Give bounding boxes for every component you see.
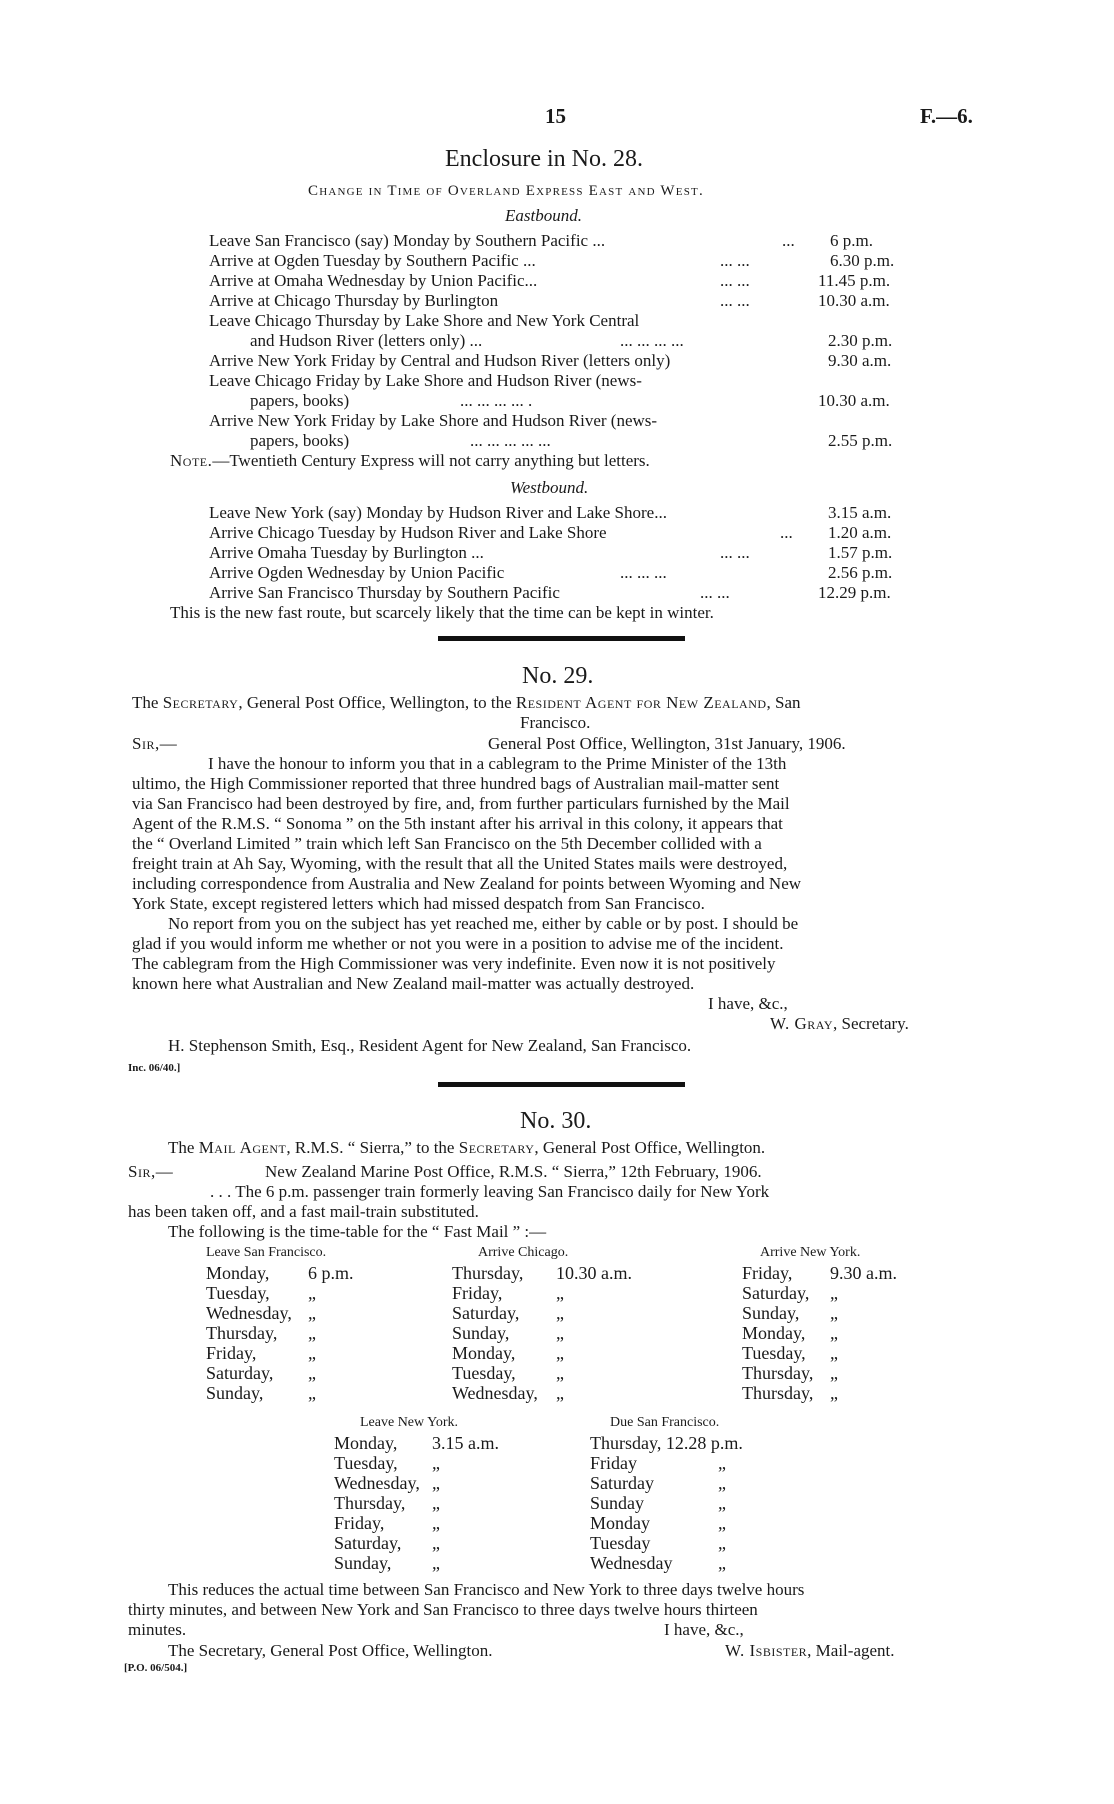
no30-title: No. 30. [520, 1108, 592, 1134]
timetable-day: Saturday [590, 1473, 654, 1493]
timetable-time: „ [830, 1363, 838, 1383]
body-line: known here what Australian and New Zealand mail-matter was actually destroyed. [132, 974, 695, 993]
timetable-day: Sunday, [452, 1323, 510, 1343]
westbound-line: Arrive Omaha Tuesday by Burlington ... [209, 543, 484, 562]
timetable-day: Thursday, [742, 1383, 814, 1403]
no29-address: The Secretary, General Post Office, Wellington, to the Resident Agent for New Zealand, San [132, 693, 801, 712]
timetable-time: „ [718, 1493, 726, 1513]
table-header: Arrive New York. [760, 1245, 861, 1260]
timetable-day: Tuesday, [206, 1283, 270, 1303]
westbound-dots: ... ... [720, 543, 750, 562]
timetable-day: Monday [590, 1513, 650, 1533]
timetable-day: Thursday, [334, 1493, 406, 1513]
body-line: freight train at Ah Say, Wyoming, with the result that all the United States mails were destroyed, [132, 854, 788, 873]
document-reference: F.—6. [920, 104, 973, 128]
timetable-time: „ [432, 1553, 440, 1573]
timetable-time: „ [718, 1453, 726, 1473]
timetable-time: „ [308, 1283, 316, 1303]
westbound-time: 2.56 p.m. [828, 563, 893, 582]
body-line: The cablegram from the High Commissioner was very indefinite. Even now it is not positively [132, 954, 776, 973]
eastbound-line: Arrive at Chicago Thursday by Burlington [209, 291, 499, 310]
timetable-day: Wednesday, [206, 1303, 292, 1323]
eastbound-time: 6 p.m. [830, 231, 873, 250]
timetable-time: „ [432, 1513, 440, 1533]
timetable-day: Monday, [742, 1323, 806, 1343]
table-header: Arrive Chicago. [478, 1245, 569, 1260]
timetable-time: „ [308, 1303, 316, 1323]
no30-signature: W. Isbister, Mail-agent. [725, 1641, 895, 1660]
timetable-day: Friday, [742, 1263, 793, 1283]
timetable-day: Monday, [334, 1433, 398, 1453]
westbound-time: 1.20 a.m. [828, 523, 892, 542]
timetable-time: „ [556, 1363, 564, 1383]
no29-place-date: General Post Office, Wellington, 31st January, 1906. [488, 734, 846, 753]
no30-line: The following is the time-table for the “ Fast Mail ” :— [168, 1222, 547, 1241]
timetable-day: Monday, [452, 1343, 516, 1363]
westbound-time: 3.15 a.m. [828, 503, 892, 522]
no30-line: . . . The 6 p.m. passenger train formerly leaving San Francisco daily for New York [210, 1182, 770, 1201]
timetable-day: Monday, [206, 1263, 270, 1283]
timetable-day: Sunday, [206, 1383, 264, 1403]
timetable-day: Wednesday [590, 1553, 673, 1573]
timetable-day: Saturday, [334, 1533, 402, 1553]
westbound-line: Leave New York (say) Monday by Hudson River and Lake Shore... [209, 503, 667, 522]
timetable-time: „ [718, 1513, 726, 1533]
timetable-day: Saturday, [206, 1363, 274, 1383]
no29-recipient: H. Stephenson Smith, Esq., Resident Agent for New Zealand, San Francisco. [168, 1036, 692, 1055]
timetable-day: Thursday, [452, 1263, 524, 1283]
eastbound-time: 9.30 a.m. [828, 351, 892, 370]
body-line: Agent of the R.M.S. “ Sonoma ” on the 5th instant after his arrival in this colony, it appears that [132, 814, 783, 833]
westbound-time: 1.57 p.m. [828, 543, 893, 562]
no29-signature: W. Gray, Secretary. [770, 1014, 909, 1033]
timetable-time: „ [432, 1473, 440, 1493]
timetable-time: 9.30 a.m. [830, 1263, 897, 1283]
timetable-time: „ [830, 1343, 838, 1363]
eastbound-line: Arrive at Ogden Tuesday by Southern Pacific ... [209, 251, 536, 270]
timetable-time: „ [432, 1453, 440, 1473]
westbound-line: Arrive Ogden Wednesday by Union Pacific [209, 563, 505, 582]
timetable-time: „ [556, 1383, 564, 1403]
eastbound-time: 2.55 p.m. [828, 431, 893, 450]
no29-title: No. 29. [522, 663, 594, 689]
no30-salutation: Sir,— [128, 1162, 174, 1181]
no29-address-cont: Francisco. [520, 713, 591, 732]
timetable-day: Wednesday, [452, 1383, 538, 1403]
eastbound-time: 11.45 p.m. [818, 271, 891, 290]
timetable-day: Tuesday, [334, 1453, 398, 1473]
eastbound-line: Leave Chicago Friday by Lake Shore and Hudson River (news- [209, 371, 642, 390]
timetable-time: 10.30 a.m. [556, 1263, 632, 1283]
no30-address: The Mail Agent, R.M.S. “ Sierra,” to the Secretary, General Post Office, Wellington. [168, 1138, 766, 1157]
timetable-time: „ [830, 1303, 838, 1323]
timetable-time: „ [718, 1473, 726, 1493]
section-divider [438, 1082, 685, 1087]
no30-file-ref: [P.O. 06/504.] [124, 1662, 188, 1674]
eastbound-time: 10.30 a.m. [818, 291, 890, 310]
timetable-day: Friday, [334, 1513, 385, 1533]
body-line: ultimo, the High Commissioner reported that three hundred bags of Australian mail-matter sent [132, 774, 780, 793]
westbound-line: Arrive Chicago Tuesday by Hudson River and Lake Shore [209, 523, 607, 542]
body-line: glad if you would inform me whether or not you were in a position to advise me of the incident. [132, 934, 784, 953]
body-line: the “ Overland Limited ” train which left San Francisco on the 5th December collided with a [132, 834, 762, 853]
timetable-time: „ [718, 1553, 726, 1573]
westbound-heading: Westbound. [510, 478, 589, 497]
westbound-dots: ... ... [700, 583, 730, 602]
eastbound-dots: ... ... [720, 291, 750, 310]
enclosure-note: Note.—Twentieth Century Express will not carry anything but letters. [170, 451, 650, 470]
timetable-day: Thursday, [206, 1323, 278, 1343]
body-line: I have the honour to inform you that in a cablegram to the Prime Minister of the 13th [208, 754, 787, 773]
body-line: No report from you on the subject has yet reached me, either by cable or by post. I should be [168, 914, 799, 933]
eastbound-time: 10.30 a.m. [818, 391, 890, 410]
timetable-time: „ [830, 1323, 838, 1343]
timetable-day: Friday [590, 1453, 637, 1473]
enclosure-title: Enclosure in No. 28. [445, 146, 643, 172]
eastbound-dots: ... ... ... ... [620, 331, 684, 350]
eastbound-dots: ... [782, 231, 795, 250]
timetable-time: 3.15 a.m. [432, 1433, 499, 1453]
timetable-day: Sunday, [334, 1553, 392, 1573]
timetable-day: Friday, [452, 1283, 503, 1303]
timetable-time: „ [830, 1383, 838, 1403]
timetable-time: 6 p.m. [308, 1263, 354, 1283]
no30-para: minutes. [128, 1620, 187, 1639]
timetable-time: „ [556, 1323, 564, 1343]
timetable-time: „ [432, 1533, 440, 1553]
eastbound-line: Arrive at Omaha Wednesday by Union Pacific... [209, 271, 538, 290]
no30-line: has been taken off, and a fast mail-train substituted. [128, 1202, 479, 1221]
body-line: including correspondence from Australia and New Zealand for points between Wyoming and New [132, 874, 802, 893]
eastbound-line: Leave Chicago Thursday by Lake Shore and New York Central [209, 311, 640, 330]
westbound-time: 12.29 p.m. [818, 583, 891, 602]
eastbound-dots: ... ... [720, 271, 750, 290]
eastbound-line: papers, books) [250, 431, 350, 450]
timetable-time: „ [308, 1343, 316, 1363]
timetable-time: „ [556, 1283, 564, 1303]
no30-recipient: The Secretary, General Post Office, Wellington. [168, 1641, 493, 1660]
no30-sign-off: I have, &c., [664, 1620, 744, 1639]
eastbound-line: Arrive New York Friday by Central and Hudson River (letters only) [209, 351, 671, 370]
enclosure-subtitle: Change in Time of Overland Express East and West. [308, 183, 704, 199]
eastbound-dots: ... ... [720, 251, 750, 270]
body-line: via San Francisco had been destroyed by fire, and, from further particulars furnished by the Mail [132, 794, 790, 813]
timetable-day: Wednesday, [334, 1473, 420, 1493]
eastbound-line: Arrive New York Friday by Lake Shore and Hudson River (news- [209, 411, 658, 430]
eastbound-line: Leave San Francisco (say) Monday by Southern Pacific ... [209, 231, 606, 250]
body-line: York State, except registered letters which had missed despatch from San Francisco. [132, 894, 705, 913]
timetable-time: „ [718, 1533, 726, 1553]
westbound-dots: ... [780, 523, 793, 542]
timetable-time: „ [830, 1283, 838, 1303]
no30-para: thirty minutes, and between New York and San Francisco to three days twelve hours thirteen [128, 1600, 758, 1619]
no30-place-date: New Zealand Marine Post Office, R.M.S. “ Sierra,” 12th February, 1906. [265, 1162, 762, 1181]
enclosure-closing: This is the new fast route, but scarcely likely that the time can be kept in winter. [170, 603, 714, 622]
no30-para: This reduces the actual time between San Francisco and New York to three days twelve hours [168, 1580, 805, 1599]
westbound-line: Arrive San Francisco Thursday by Southern Pacific [209, 583, 560, 602]
eastbound-heading: Eastbound. [505, 206, 582, 225]
timetable-day: Sunday [590, 1493, 644, 1513]
table-header: Due San Francisco. [610, 1415, 720, 1430]
timetable-day: Tuesday, [742, 1343, 806, 1363]
no29-sign-off: I have, &c., [708, 994, 788, 1013]
eastbound-time: 6.30 p.m. [830, 251, 895, 270]
timetable-day: Sunday, [742, 1303, 800, 1323]
timetable-day: Thursday, [742, 1363, 814, 1383]
timetable-time: „ [556, 1303, 564, 1323]
eastbound-dots: ... ... ... ... . [460, 391, 533, 410]
no29-file-ref: Inc. 06/40.] [128, 1062, 181, 1074]
eastbound-line: and Hudson River (letters only) ... [250, 331, 483, 350]
timetable-time: „ [308, 1383, 316, 1403]
eastbound-line: papers, books) [250, 391, 350, 410]
section-divider [438, 636, 685, 641]
timetable-day: Saturday, [452, 1303, 520, 1323]
timetable-day: Thursday, 12.28 p.m. [590, 1433, 743, 1453]
no29-salutation: Sir,— [132, 734, 178, 753]
timetable-time: „ [308, 1323, 316, 1343]
timetable-time: „ [556, 1343, 564, 1363]
eastbound-time: 2.30 p.m. [828, 331, 893, 350]
timetable-day: Friday, [206, 1343, 257, 1363]
timetable-day: Tuesday [590, 1533, 651, 1553]
westbound-dots: ... ... ... [620, 563, 667, 582]
timetable-day: Tuesday, [452, 1363, 516, 1383]
timetable-time: „ [432, 1493, 440, 1513]
table-header: Leave New York. [360, 1415, 458, 1430]
page-number: 15 [545, 104, 566, 128]
timetable-day: Saturday, [742, 1283, 810, 1303]
eastbound-dots: ... ... ... ... ... [470, 431, 551, 450]
table-header: Leave San Francisco. [206, 1245, 327, 1260]
timetable-time: „ [308, 1363, 316, 1383]
